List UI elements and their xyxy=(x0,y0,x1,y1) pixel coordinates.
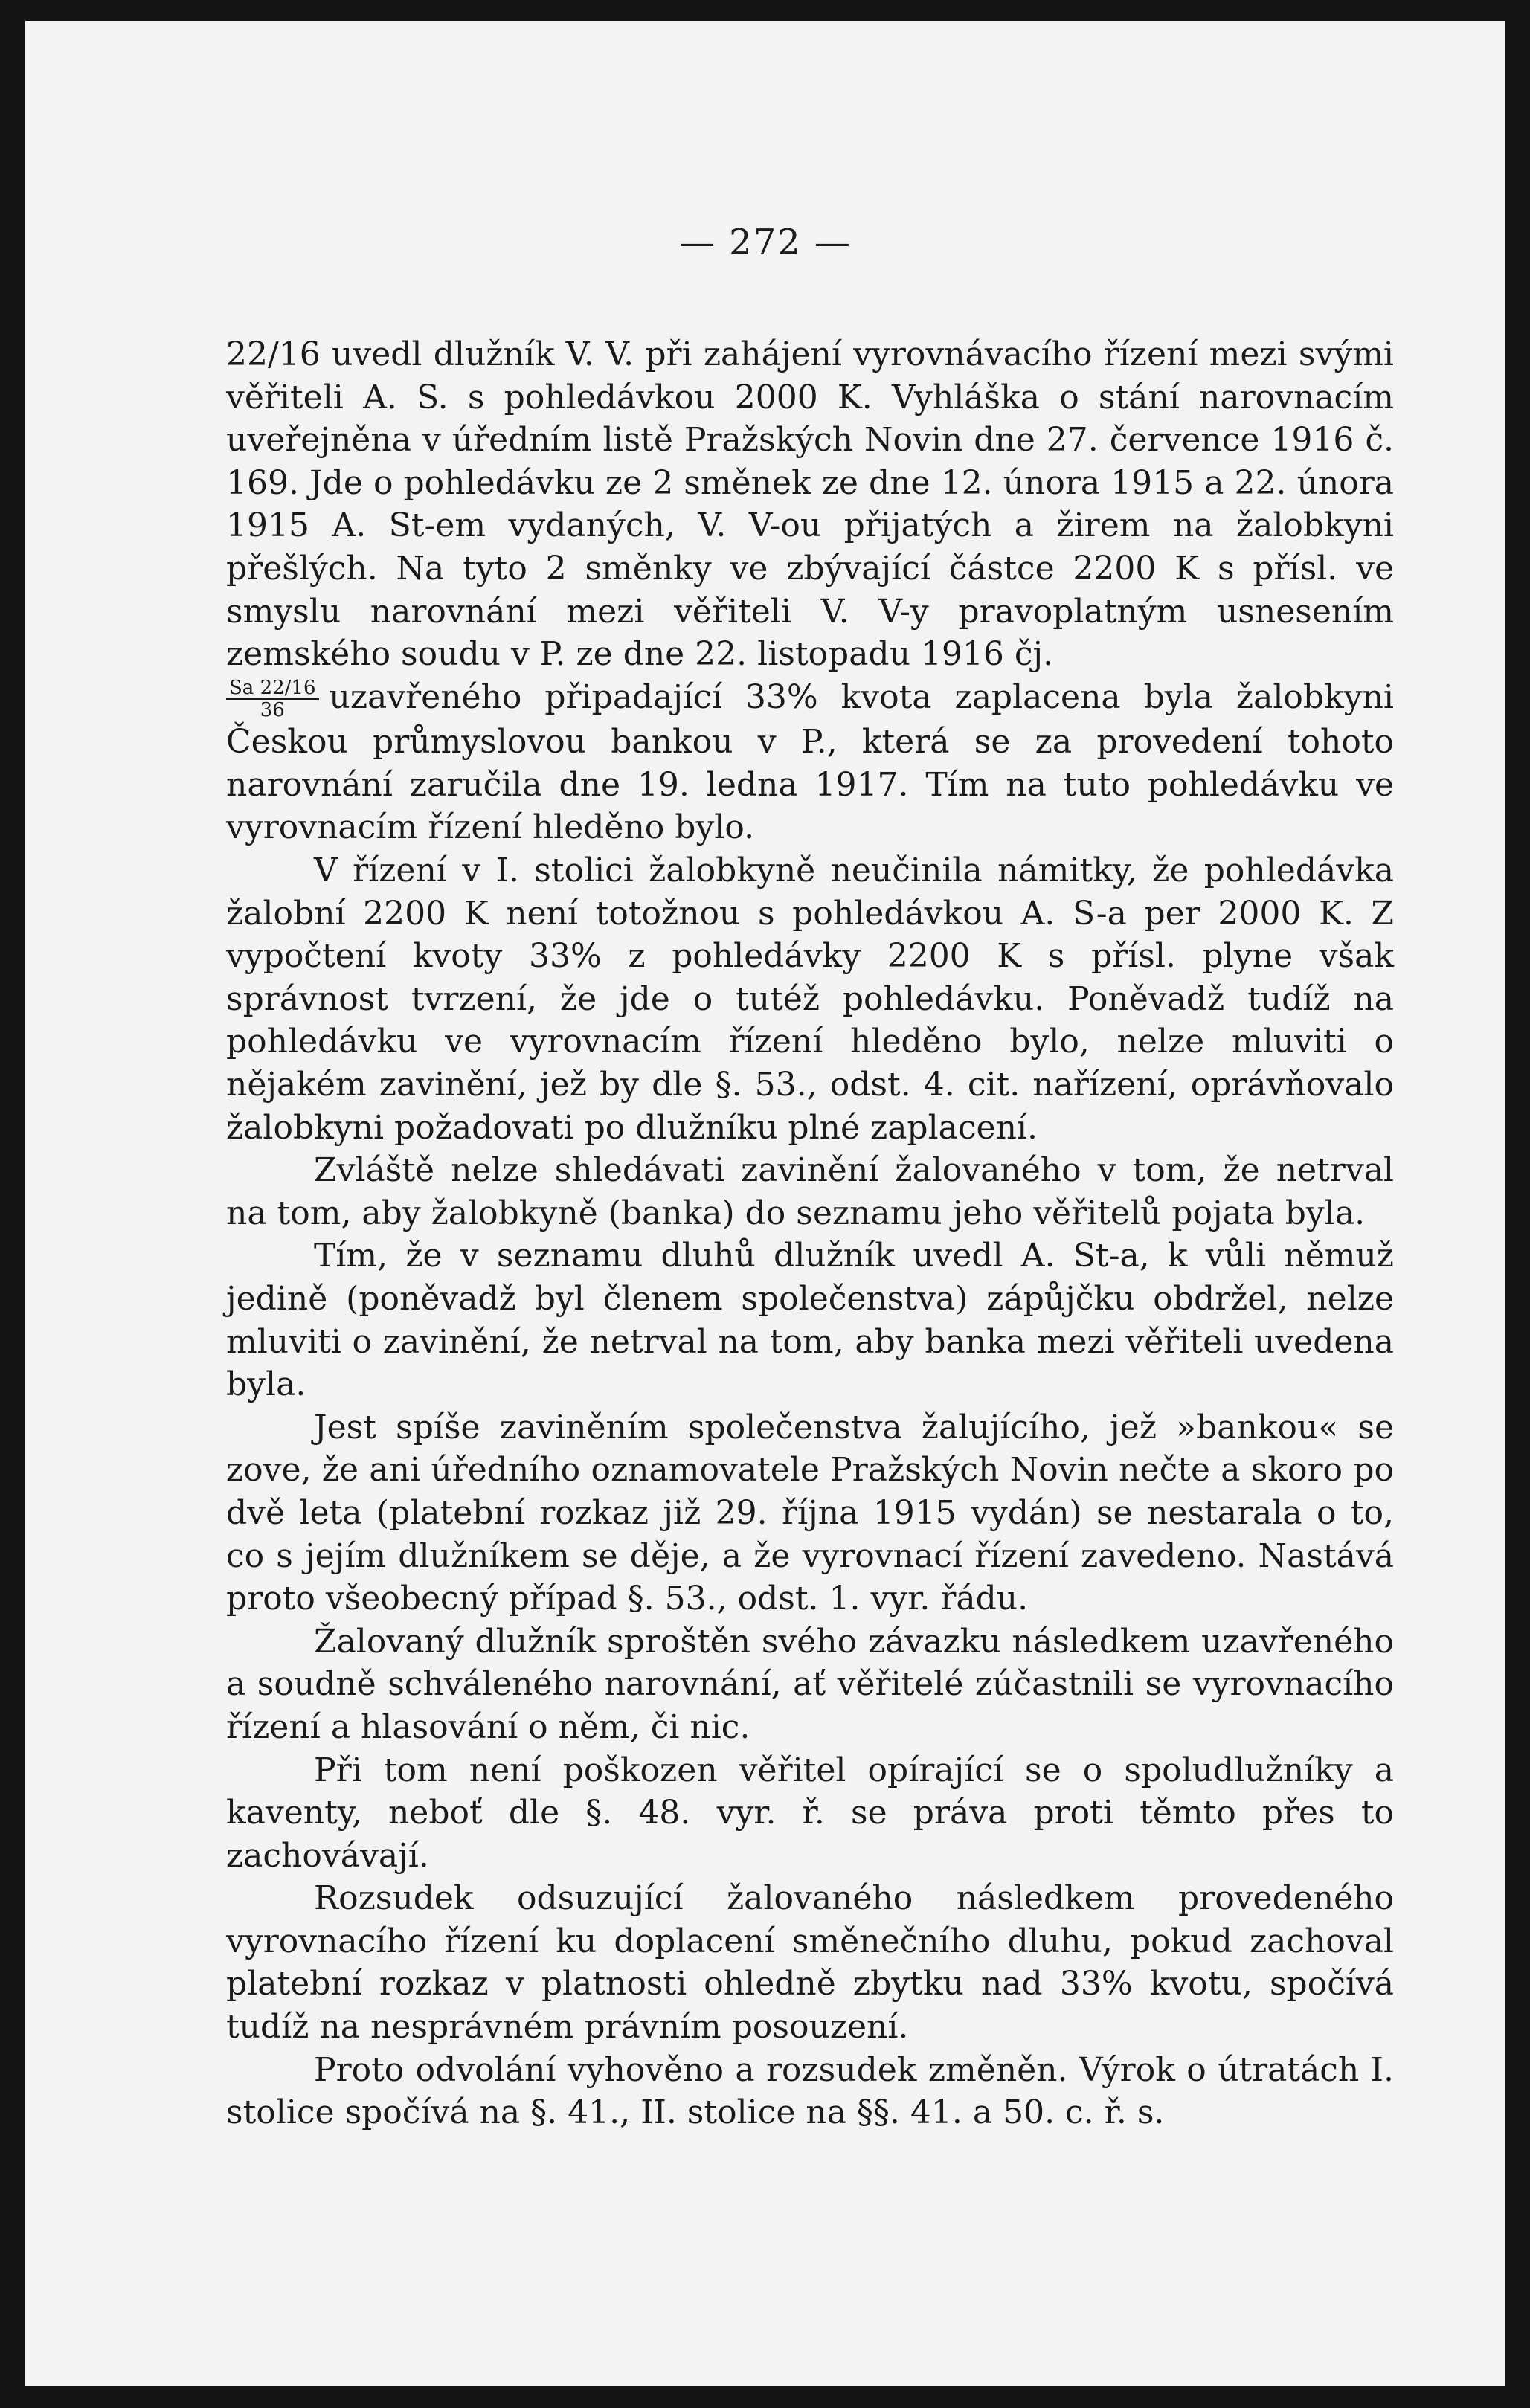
paragraph-7: Žalovaný dlužník sproštěn svého závazku následkem uzavřeného a soudně schváleného narovnání, ať věřitelé zúčastnili se vyrovnacího řízení a hlasování o něm, či nic. xyxy=(226,1622,1394,1746)
fraction-denominator: 36 xyxy=(260,699,285,722)
paragraph-8: Při tom není poškozen věřitel opírající se o spoludlužníky a kaventy, neboť dle §. 48. vyr. ř. se práva proti těmto přes to zachovávají. xyxy=(226,1751,1394,1875)
paragraph-2 xyxy=(226,676,1394,849)
paragraph-5: Tím, že v seznamu dluhů dlužník uvedl A. St-a, k vůli němuž jedině (poněvadž byl členem společenstva) zápůjčku obdržel, nelze mluviti o zavinění, že netrval na tom, aby banka mezi věřiteli uvedena byla. xyxy=(226,1237,1394,1404)
paragraph-1: 22/16 uvedl dlužník V. V. při zahájení vyrovnávacího řízení mezi svými věřiteli A. S. s pohledávkou 2000 K. Vyhláška o stání narovnacím uveřejněna v úředním listě Pražských Novin dne 27. července 1916 č. 169. Jde o pohledávku ze 2 směnek ze dne 12. února 1915 a 22. února 1915 A. St-em vydaných, V. V-ou přijatých a žirem na žalobkyni přešlých. Na tyto 2 směnky ve zbývající částce 2200 K s přísl. ve smyslu narovnání mezi věřiteli V. V-y pravoplatným usnesením zemského soudu v P. ze dne 22. listopadu 1916 čj. xyxy=(226,335,1394,674)
paragraph-6: Jest spíše zaviněním společenstva žalujícího, jež »bankou« se zove, že ani úředního oznamovatele Pražských Novin nečte a skoro po dvě leta (platební rozkaz již 29. října 1915 vydán) se nestarala o to, co s jejím dlužníkem se děje, a že vyrovnací řízení zavedeno. Nastává proto všeobecný případ §. 53., odst. 1. vyr. řádu. xyxy=(226,1408,1394,1618)
paragraph-9: Rozsudek odsuzující žalovaného následkem provedeného vyrovnacího řízení ku doplacení směnečního dluhu, pokud zachoval platební rozkaz v platnosti ohledně zbytku nad 33% kvotu, spočívá tudíž na nesprávném právním posouzení. xyxy=(226,1879,1394,2047)
case-number-fraction xyxy=(226,677,319,721)
paragraph-10: Proto odvolání vyhověno a rozsudek změněn. Výrok o útratách I. stolice spočívá na §. 41., II. stolice na §§. 41. a 50. c. ř. s. xyxy=(226,2050,1394,2132)
body-text xyxy=(226,333,1394,2134)
paragraph-3: V řízení v I. stolici žalobkyně neučinila námitky, že pohledávka žalobní 2200 K není totožnou s pohledávkou A. S-a per 2000 K. Z vypočtení kvoty 33% z pohledávky 2200 K s přísl. plyne však správnost tvrzení, že jde o tutéž pohledávku. Poněvadž tudíž na pohledávku ve vyrovnacím řízení hleděno bylo, nelze mluviti o nějakém zavinění, jež by dle §. 53., odst. 4. cit. nařízení, oprávňovalo žalobkyni požadovati po dlužníku plné zaplacení. xyxy=(226,852,1394,1147)
document-page xyxy=(25,21,1505,2386)
page-number: — 272 — xyxy=(678,222,852,263)
paragraph-2-text: uzavřeného připadající 33% kvota zaplacena byla žalobkyni Českou průmyslovou bankou v P., která se za provedení tohoto narovnání zaručila dne 19. ledna 1917. Tím na tuto pohledávku ve vyrovnacím řízení hleděno bylo. xyxy=(226,677,1394,847)
fraction-numerator: Sa 22/16 xyxy=(226,677,319,700)
paragraph-4: Zvláště nelze shledávati zavinění žalovaného v tom, že netrval na tom, aby žalobkyně (banka) do seznamu jeho věřitelů pojata byla. xyxy=(226,1151,1394,1232)
